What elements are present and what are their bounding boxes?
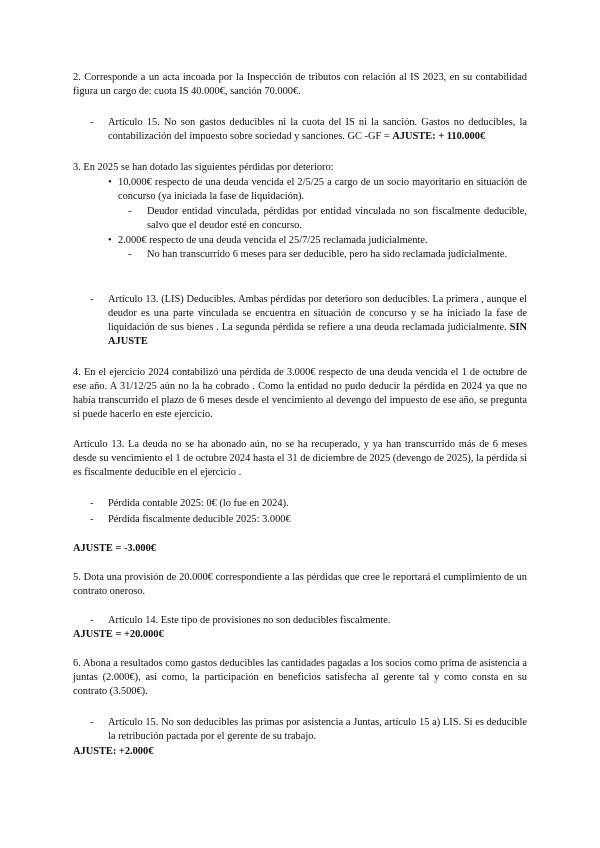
q6-answer: Artículo 15. No son deducibles las primas por asistencia a Juntas, artículo 15 a) LIS. Si es deducible la retribución pactada por el gerente de su trabajo. — [108, 717, 527, 742]
q4-ajuste — [73, 542, 527, 556]
q5-dash-marker: - — [90, 615, 94, 626]
q5-ajuste — [73, 628, 527, 642]
q4-item1-marker: - — [90, 498, 94, 509]
q3-answer-text: Artículo 13. (LIS) Deducibles. Ambas pérdidas por deterioro son deducibles. La primera , aunque el deudor es una parte vinculada se encuentra en situación de concurso y se ha iniciado la fase de liquidación de sus bienes . La segunda pérdida se refiere a una deuda reclamada judicialmente. — [108, 294, 527, 333]
q3-statement: 3. En 2025 se han dotado las siguientes pérdidas por deterioro: — [73, 162, 334, 173]
q6-ajuste — [73, 745, 527, 759]
q6-statement: 6. Abona a resultados como gastos deducibles las cantidades pagadas a los socios como prima de asistencia a juntas (2.000€), así como, la participación en beneficios satisfecha al gerente tal y como consta en su contrato (3.500€). — [73, 658, 527, 697]
q3-bullet1-sub: Deudor entidad vinculada, pérdidas por entidad vinculada no son fiscalmente deducible, salvo que el deudor esté en concurso. — [147, 206, 527, 231]
q3-ajuste: SIN AJUSTE — [108, 322, 527, 347]
q2-dash-marker: - — [90, 117, 94, 128]
q2-answer-text: Artículo 15. No son gastos deducibles ni la cuota del IS ni la sanción. Gastos no deducibles, la contabilización del impuesto sobre sociedad y sanciones. GC -GF = — [108, 117, 527, 142]
q2-answer — [108, 116, 527, 144]
q3-bullet1-sub-marker: - — [128, 206, 132, 217]
q3-bullet2: 2.000€ respecto de una deuda vencida el 25/7/25 reclamada judicialmente. — [118, 235, 428, 246]
q3-bullet2-sub: No han transcurrido 6 meses para ser deducible, pero ha sido reclamada judicialmente. — [147, 249, 508, 260]
q3-bullet1: 10.000€ respecto de una deuda vencida el 2/5/25 a cargo de un socio mayoritario en situación de concurso (ya iniciada la fase de liquidación). — [118, 177, 527, 202]
q4-item1: Pérdida contable 2025: 0€ (lo fue en 2024). — [108, 498, 289, 509]
q4-ajuste-text: AJUSTE = -3.000€ — [73, 543, 156, 554]
q3-bullet2-sub-marker: - — [128, 249, 132, 260]
q3-bullet1-marker: • — [108, 177, 112, 188]
q4-statement: 4. En el ejercicio 2024 contabilizó una pérdida de 3.000€ respecto de una deuda vencida el 1 de octubre de ese año. A 31/12/25 aún no la ha cobrado . Como la entidad no pudo deducir la pérdida en 2024 ya que no había transcurrido el plazo de 6 meses desde el vencimiento al devengo del impuesto de ese año, se pregunta si puede hacerlo en este ejercicio. — [73, 367, 527, 420]
q3-bullet2-marker: • — [108, 235, 112, 246]
q6-dash-marker: - — [90, 717, 94, 728]
q5-answer: Artículo 14. Este tipo de provisiones no son deducibles fiscalmente. — [108, 615, 391, 626]
q4-item2-marker: - — [90, 514, 94, 525]
q6-ajuste-text: AJUSTE: +2.000€ — [73, 746, 154, 757]
q4-item2: Pérdida fiscalmente deducible 2025: 3.000€ — [108, 514, 291, 525]
q5-statement: 5. Dota una provisión de 20.000€ correspondiente a las pérdidas que cree le reportará el cumplimiento de un contrato oneroso. — [73, 572, 527, 597]
q2-ajuste: AJUSTE: + 110.000€ — [392, 131, 486, 142]
q3-dash-marker: - — [90, 294, 94, 305]
q5-ajuste-text: AJUSTE = +20.000€ — [73, 629, 164, 640]
q4-answer: Artículo 13. La deuda no se ha abonado aún, no se ha recuperado, y ya han transcurrido más de 6 meses desde su vencimiento el 1 de octubre 2024 hasta el 31 de diciembre de 2025 (devengo de 2025), la pérdida si es fiscalmente deducible en el ejercicio . — [73, 439, 527, 478]
q3-answer — [108, 293, 527, 349]
q2-statement: 2. Corresponde a un acta incoada por la Inspección de tributos con relación al IS 2023, en su contabilidad figura un cargo de: cuota IS 40.000€, sanción 70.000€. — [73, 72, 527, 97]
